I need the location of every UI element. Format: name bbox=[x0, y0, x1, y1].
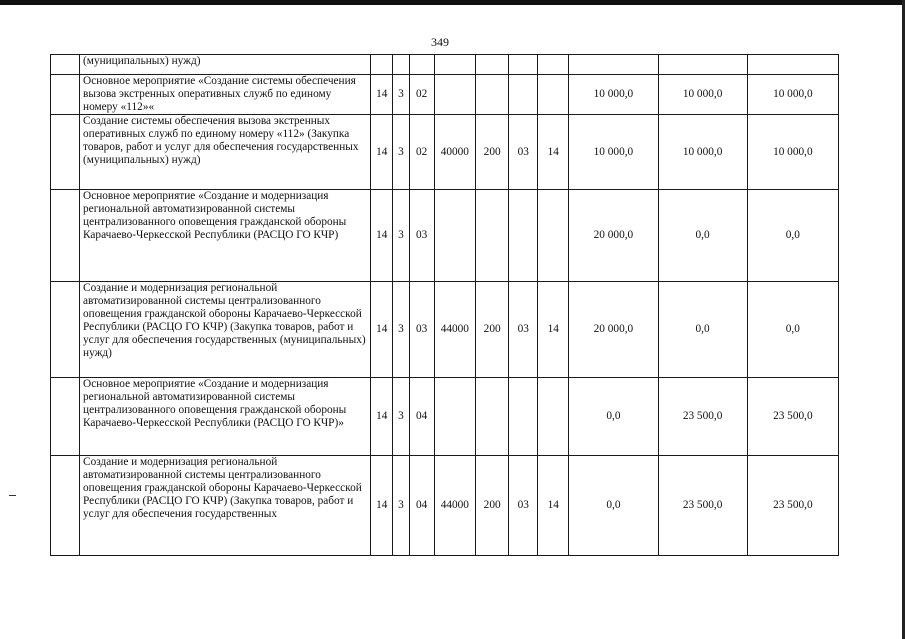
cell-c3: 02 bbox=[409, 115, 434, 190]
cell-a1: 10 000,0 bbox=[569, 75, 658, 115]
cell-c4 bbox=[434, 75, 475, 115]
cell-a3 bbox=[747, 55, 838, 75]
cell-c7: 14 bbox=[538, 115, 569, 190]
table-row bbox=[51, 190, 839, 282]
cell-c3: 02 bbox=[409, 75, 434, 115]
cell-c4 bbox=[434, 190, 475, 282]
row-name-cell: (муниципальных) нужд) bbox=[80, 55, 371, 75]
cell-c5 bbox=[476, 378, 509, 456]
table-row bbox=[51, 55, 839, 75]
row-index-cell bbox=[51, 115, 80, 190]
cell-a1: 20 000,0 bbox=[569, 190, 658, 282]
row-index-cell bbox=[51, 456, 80, 556]
cell-c6: 03 bbox=[509, 115, 538, 190]
row-name-cell: Создание и модернизация региональной автоматизированной системы централизованного оповещения гражданской обороны Карачаево-Черкесской Республики (РАСЦО ГО КЧР) (Закупка товаров, работ и услуг для обеспечения государственных (муниципальных) нужд) bbox=[80, 282, 371, 378]
cell-c1: 14 bbox=[371, 115, 393, 190]
row-index-cell bbox=[51, 282, 80, 378]
row-name-cell: Основное мероприятие «Создание и модернизация региональной автоматизированной системы централизованного оповещения гражданской обороны Карачаево-Черкесской Республики (РАСЦО ГО КЧР) bbox=[80, 190, 371, 282]
cell-c2: 3 bbox=[393, 190, 410, 282]
cell-c2: 3 bbox=[393, 456, 410, 556]
cell-c6 bbox=[509, 55, 538, 75]
cell-a2: 10 000,0 bbox=[658, 115, 747, 190]
table-row bbox=[51, 115, 839, 190]
cell-a3: 23 500,0 bbox=[747, 456, 838, 556]
cell-c6 bbox=[509, 75, 538, 115]
cell-c3: 04 bbox=[409, 456, 434, 556]
table-row bbox=[51, 75, 839, 115]
row-name-cell: Основное мероприятие «Создание и модернизация региональной автоматизированной системы централизованного оповещения гражданской обороны Карачаево-Черкесской Республики (РАСЦО ГО КЧР)» bbox=[80, 378, 371, 456]
cell-c4 bbox=[434, 378, 475, 456]
cell-c1: 14 bbox=[371, 190, 393, 282]
cell-c2: 3 bbox=[393, 378, 410, 456]
cell-a3: 23 500,0 bbox=[747, 378, 838, 456]
cell-a1: 0,0 bbox=[569, 378, 658, 456]
cell-a2: 10 000,0 bbox=[658, 75, 747, 115]
cell-a1 bbox=[569, 55, 658, 75]
cell-a1: 0,0 bbox=[569, 456, 658, 556]
cell-c5 bbox=[476, 75, 509, 115]
cell-c6 bbox=[509, 378, 538, 456]
cell-a2: 23 500,0 bbox=[658, 456, 747, 556]
cell-c1: 14 bbox=[371, 456, 393, 556]
cell-c5: 200 bbox=[476, 282, 509, 378]
cell-c7: 14 bbox=[538, 456, 569, 556]
cell-c7 bbox=[538, 378, 569, 456]
table-row bbox=[51, 282, 839, 378]
table-row bbox=[51, 456, 839, 556]
cell-c1: 14 bbox=[371, 282, 393, 378]
cell-c6: 03 bbox=[509, 456, 538, 556]
cell-c1 bbox=[371, 55, 393, 75]
cell-c3: 03 bbox=[409, 190, 434, 282]
cell-c2: 3 bbox=[393, 282, 410, 378]
cell-a3: 0,0 bbox=[747, 190, 838, 282]
row-name-cell: Основное мероприятие «Создание системы обеспечения вызова экстренных оперативных служб по единому номеру «112»« bbox=[80, 75, 371, 115]
row-index-cell bbox=[51, 55, 80, 75]
cell-c5 bbox=[476, 190, 509, 282]
cell-c3: 04 bbox=[409, 378, 434, 456]
row-index-cell bbox=[51, 378, 80, 456]
cell-a3: 0,0 bbox=[747, 282, 838, 378]
table-row bbox=[51, 378, 839, 456]
row-index-cell bbox=[51, 190, 80, 282]
cell-c5: 200 bbox=[476, 456, 509, 556]
cell-c7: 14 bbox=[538, 282, 569, 378]
cell-c5: 200 bbox=[476, 115, 509, 190]
cell-c4 bbox=[434, 55, 475, 75]
cell-c2: 3 bbox=[393, 115, 410, 190]
cell-c3 bbox=[409, 55, 434, 75]
cell-a2 bbox=[658, 55, 747, 75]
cell-a2: 0,0 bbox=[658, 282, 747, 378]
cell-a3: 10 000,0 bbox=[747, 115, 838, 190]
cell-c4: 40000 bbox=[434, 115, 475, 190]
scan-border-top bbox=[0, 0, 905, 5]
cell-c7 bbox=[538, 55, 569, 75]
row-index-cell bbox=[51, 75, 80, 115]
cell-c1: 14 bbox=[371, 378, 393, 456]
cell-c6: 03 bbox=[509, 282, 538, 378]
row-name-cell: Создание системы обеспечения вызова экстренных оперативных служб по единому номеру «112» (Закупка товаров, работ и услуг для обеспечения государственных (муниципальных) нужд) bbox=[80, 115, 371, 190]
budget-table bbox=[50, 54, 839, 556]
cell-a1: 10 000,0 bbox=[569, 115, 658, 190]
cell-c4: 44000 bbox=[434, 456, 475, 556]
cell-c2: 3 bbox=[393, 75, 410, 115]
cell-c7 bbox=[538, 75, 569, 115]
scan-margin-mark bbox=[9, 495, 16, 496]
cell-a1: 20 000,0 bbox=[569, 282, 658, 378]
row-name-cell: Создание и модернизация региональной автоматизированной системы централизованного оповещения гражданской обороны Карачаево-Черкесской Республики (РАСЦО ГО КЧР) (Закупка товаров, работ и услуг для обеспечения государственных bbox=[80, 456, 371, 556]
cell-c1: 14 bbox=[371, 75, 393, 115]
cell-a2: 23 500,0 bbox=[658, 378, 747, 456]
cell-c6 bbox=[509, 190, 538, 282]
page-number: 349 bbox=[431, 35, 449, 49]
cell-c7 bbox=[538, 190, 569, 282]
cell-a2: 0,0 bbox=[658, 190, 747, 282]
cell-c4: 44000 bbox=[434, 282, 475, 378]
cell-a3: 10 000,0 bbox=[747, 75, 838, 115]
cell-c2 bbox=[393, 55, 410, 75]
cell-c3: 03 bbox=[409, 282, 434, 378]
cell-c5 bbox=[476, 55, 509, 75]
